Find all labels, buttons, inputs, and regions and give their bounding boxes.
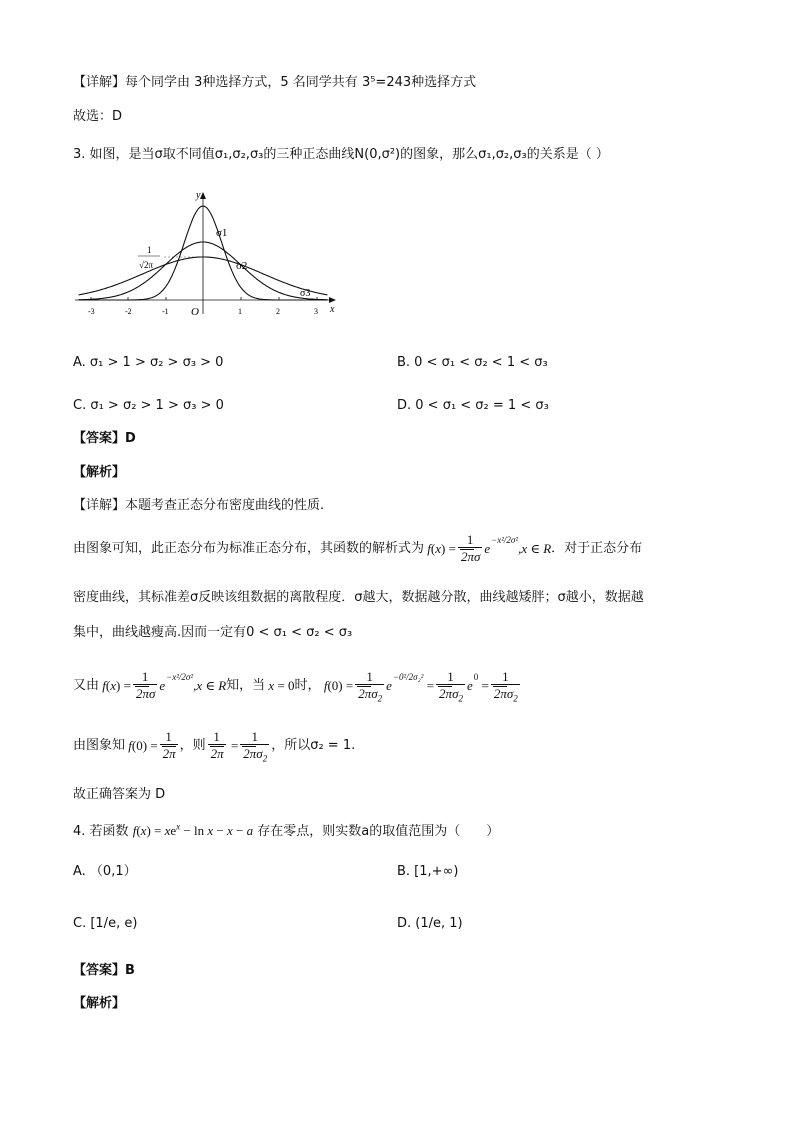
q4-option-d[interactable]: D. (1/e, 1) — [397, 916, 463, 931]
q4-stem-pre: 4. 若函数 — [73, 824, 129, 839]
detail-line-prev: 【详解】每个同学由 3种选择方式，5 名同学共有 3⁵=243种选择方式 — [73, 75, 477, 90]
q3-line5-c: ，所以σ₂ = 1. — [271, 738, 356, 753]
q4-option-b[interactable]: B. [1,+∞) — [397, 864, 459, 879]
label-sigma3: σ3 — [300, 288, 311, 299]
q3-line4-c: 时， — [294, 678, 321, 693]
q4-option-c[interactable]: C. [1/e, e) — [73, 916, 138, 931]
label-sigma2: σ2 — [236, 260, 248, 272]
label-sigma1: σ1 — [216, 227, 228, 239]
q3-line5-b: ，则 — [179, 738, 206, 753]
tick-3: 3 — [314, 307, 318, 316]
origin-label: O — [191, 306, 199, 318]
q4-analysis-heading: 【解析】 — [73, 996, 126, 1011]
q3-line1-post: 对于正态分布 — [564, 541, 643, 556]
q3-option-a[interactable]: A. σ₁ > 1 > σ₂ > σ₃ > 0 — [73, 355, 224, 370]
q3-answer: 【答案】D — [73, 431, 136, 446]
q4-answer: 【答案】B — [73, 963, 135, 978]
q3-line5-a: 由图象知 — [73, 738, 126, 753]
q3-line-2: 密度曲线，其标准差σ反映该组数据的离散程度．σ越大，数据越分散，曲线越矮胖；σ越小，数据越 — [73, 590, 644, 605]
q3-detail: 【详解】本题考查正态分布密度曲线的性质. — [73, 498, 325, 513]
q3-line4-a: 又由 — [73, 678, 100, 693]
question-4-stem: 4. 若函数 $f(x) = xe^x - \ln x - x - a$ 存在零点，则实数a的取值范围为（ ） — [73, 821, 500, 839]
q3-line1-pre: 由图象可知，此正态分布为标准正态分布，其函数的解析式为 — [73, 541, 425, 556]
q3-conclusion: 故正确答案为 D — [73, 787, 166, 802]
ref-label-num: 1 — [147, 245, 152, 255]
q4-option-a[interactable]: A. （0,1） — [73, 864, 137, 879]
tick-neg3: -3 — [88, 307, 95, 316]
question-3-stem: 3. 如图，是当σ取不同值σ₁,σ₂,σ₃的三种正态曲线N(0,σ²)的图象，那么σ₁,σ₂,σ₃的关系是（ ） — [73, 147, 609, 162]
tick-2: 2 — [276, 307, 280, 316]
q3-analysis-heading: 【解析】 — [73, 465, 126, 480]
x-axis-label: x — [330, 304, 335, 315]
q3-line-3: 集中，曲线越瘦高.因而一定有0 < σ₁ < σ₂ < σ₃ — [73, 625, 353, 640]
q3-option-d[interactable]: D. 0 < σ₁ < σ₂ = 1 < σ₃ — [397, 398, 549, 413]
q4-stem-post: 存在零点，则实数a的取值范围为（ ） — [257, 824, 500, 839]
normal-curves-figure — [70, 184, 345, 324]
tick-1: 1 — [238, 307, 242, 316]
q3-line-1: 由图象可知，此正态分布为标准正态分布，其函数的解析式为 f ( x ) = $\frac{1}{2\pi\sigma}$ e −x²/2σ² ,x ∈ R ． 对于正态分布 — [73, 532, 643, 564]
tick-neg1: -1 — [162, 307, 169, 316]
tick-neg2: -2 — [125, 307, 132, 316]
q3-line-4: 又由 f ( x ) = $\frac{1}{2\pi\sigma}$ e −x²/2σ² ,x ∈ R 知，当 x = 0 时， f (0) = $\frac{1}{2\pi\sigma_2}$ e −0²/2σ₂² = $\frac{1}{2\pi\sigma_2}$ e 0 = $\frac{1}{2\pi\sigma_2}$ — [73, 669, 518, 704]
q3-line4-b: 知，当 — [226, 678, 266, 693]
q3-line-5: 由图象知 f (0) = $\frac{1}{2\pi}$ ，则 $\frac{1}{2\pi}$ = $\frac{1}{2\pi\sigma_2}$ ，所以σ₂ = 1. — [73, 729, 356, 764]
q3-option-b[interactable]: B. 0 < σ₁ < σ₂ < 1 < σ₃ — [397, 355, 548, 370]
q3-option-c[interactable]: C. σ₁ > σ₂ > 1 > σ₃ > 0 — [73, 398, 224, 413]
choose-line-prev: 故选：D — [73, 109, 123, 124]
ref-label-den: √2π — [139, 260, 153, 270]
y-axis-label: y — [196, 190, 201, 201]
